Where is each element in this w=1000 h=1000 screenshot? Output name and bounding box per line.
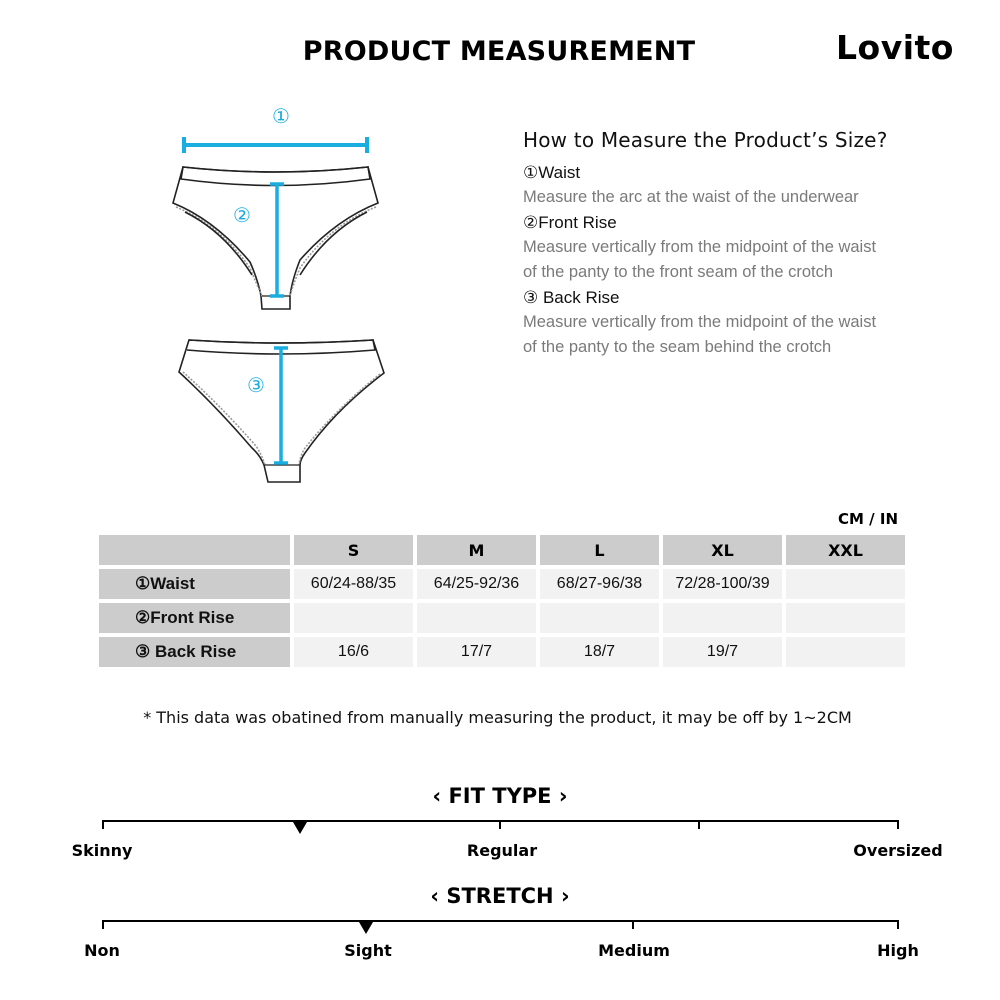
stretch-label-medium: Medium	[598, 941, 670, 960]
stretch-label-sight: Sight	[344, 941, 392, 960]
svg-text:①: ①	[272, 104, 290, 128]
table-cell: 72/28-100/39	[663, 569, 782, 599]
table-header-row	[99, 535, 905, 565]
table-row-waist	[99, 569, 905, 599]
how-to-measure-heading: How to Measure the Product’s Size?	[523, 128, 888, 152]
size-header-s: S	[294, 535, 413, 565]
brand-logo: Lovito	[836, 28, 954, 67]
svg-text:③: ③	[247, 373, 265, 397]
waist-measure-icon	[184, 104, 367, 153]
fit-label-skinny: Skinny	[71, 841, 133, 860]
fit-type-title: ‹ FIT TYPE ›	[432, 784, 568, 808]
table-cell: 68/27-96/38	[540, 569, 659, 599]
size-header-m: M	[417, 535, 536, 565]
stretch-line	[102, 920, 899, 922]
table-cell	[786, 569, 905, 599]
row-label-back-rise: ③ Back Rise	[99, 637, 290, 667]
stretch-pointer-icon	[359, 922, 373, 934]
back-rise-description-line1: Measure vertically from the midpoint of the waist	[523, 313, 877, 331]
front-rise-title: ②Front Rise	[523, 213, 617, 232]
size-header-xxl: XXL	[786, 535, 905, 565]
size-table	[95, 531, 909, 671]
waist-description: Measure the arc at the waist of the underwear	[523, 188, 859, 206]
page-title: PRODUCT MEASUREMENT	[302, 36, 696, 67]
fit-type-tick	[499, 820, 501, 829]
stretch-tick	[632, 920, 634, 929]
table-cell	[417, 603, 536, 633]
stretch-label-non: Non	[84, 941, 120, 960]
table-cell	[294, 603, 413, 633]
fit-type-tick	[897, 820, 899, 829]
table-cell: 64/25-92/36	[417, 569, 536, 599]
table-cell: 19/7	[663, 637, 782, 667]
stretch-title: ‹ STRETCH ›	[430, 884, 570, 908]
stretch-tick	[102, 920, 104, 929]
front-rise-description-line2: of the panty to the front seam of the crotch	[523, 263, 834, 281]
measurement-disclaimer: * This data was obatined from manually measuring the product, it may be off by 1~2CM	[143, 708, 852, 727]
table-cell: 17/7	[417, 637, 536, 667]
table-row-back-rise	[99, 637, 905, 667]
table-cell: 18/7	[540, 637, 659, 667]
table-cell	[786, 637, 905, 667]
back-rise-description-line2: of the panty to the seam behind the crotch	[523, 338, 832, 356]
stretch-tick	[897, 920, 899, 929]
measurement-diagram	[160, 95, 400, 495]
table-cell	[663, 603, 782, 633]
table-corner-cell	[99, 535, 290, 565]
table-cell: 60/24-88/35	[294, 569, 413, 599]
how-to-measure-section	[523, 128, 953, 360]
stretch-label-high: High	[877, 941, 919, 960]
size-header-l: L	[540, 535, 659, 565]
size-header-xl: XL	[663, 535, 782, 565]
row-label-front-rise: ②Front Rise	[99, 603, 290, 633]
fit-label-regular: Regular	[466, 841, 538, 860]
fit-label-oversized: Oversized	[853, 841, 943, 860]
front-rise-description-line1: Measure vertically from the midpoint of the waist	[523, 238, 877, 256]
fit-type-tick	[102, 820, 104, 829]
svg-text:②: ②	[233, 203, 251, 227]
waist-title: ①Waist	[523, 163, 581, 182]
table-cell	[786, 603, 905, 633]
back-rise-title: ③ Back Rise	[523, 288, 620, 307]
table-cell: 16/6	[294, 637, 413, 667]
fit-type-pointer-icon	[293, 822, 307, 834]
table-cell	[540, 603, 659, 633]
unit-label: CM / IN	[838, 510, 898, 528]
row-label-waist: ①Waist	[99, 569, 290, 599]
table-row-front-rise	[99, 603, 905, 633]
fit-type-tick	[698, 820, 700, 829]
